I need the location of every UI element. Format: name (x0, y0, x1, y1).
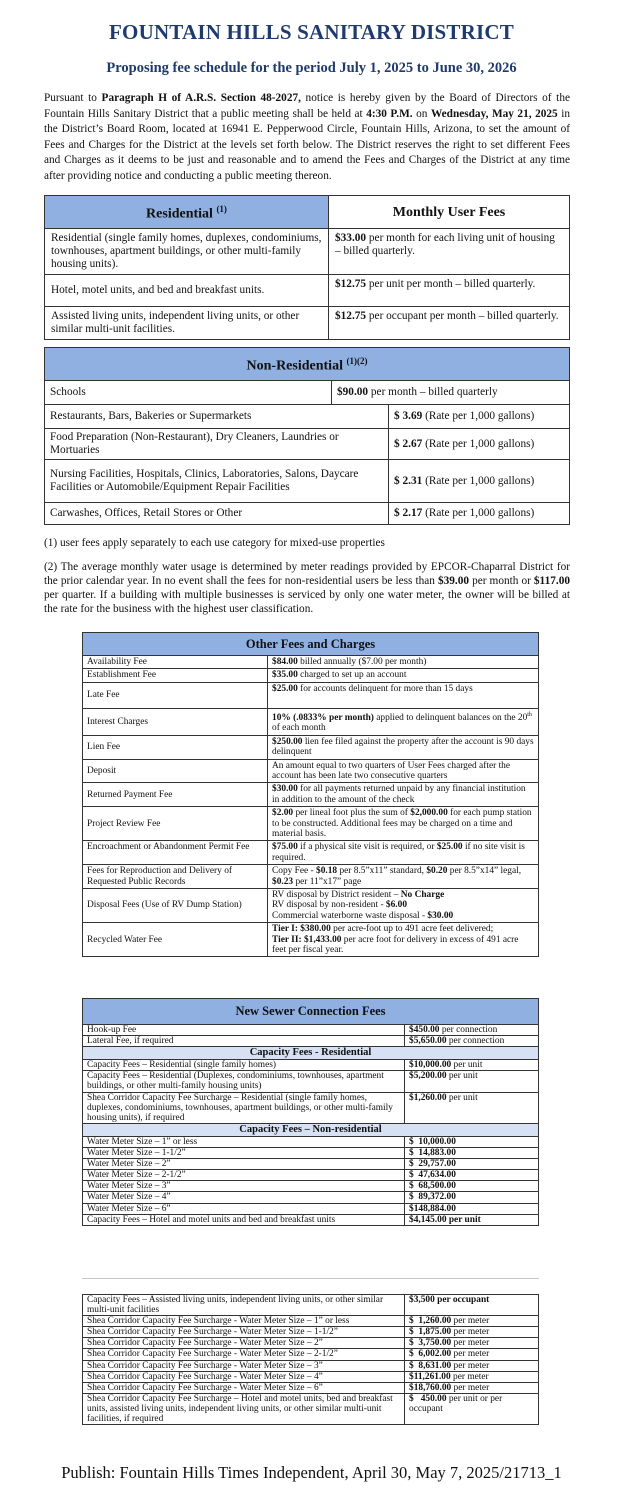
fee-label: Capacity Fees – Assisted living units, independent living units, or other similar multi-unit facilities (83, 1295, 405, 1316)
table-row (83, 1071, 539, 1092)
fee-label: Deposit (83, 759, 268, 783)
assisted-fee: $12.75 per occupant per month – billed quarterly. (329, 307, 570, 340)
fee-value: $ 29,757.00 (405, 1159, 539, 1170)
fee-label: Fees for Reproduction and Delivery of Requested Public Records (83, 865, 268, 889)
fee-label: Establishment Fee (83, 669, 268, 682)
fee-label: Shea Corridor Capacity Fee Surcharge - Water Meter Size – 4” (83, 1371, 405, 1382)
fee-label: Water Meter Size – 2” (83, 1159, 405, 1170)
carwashes-fee: $ 2.17 (Rate per 1,000 gallons) (389, 503, 570, 525)
table-row (83, 1036, 539, 1047)
fee-label: Shea Corridor Capacity Fee Surcharge - Water Meter Size – 2-1/2” (83, 1349, 405, 1360)
fee-value: $ 10,000.00 (405, 1136, 539, 1147)
table-row (83, 735, 539, 759)
table-row (83, 1060, 539, 1071)
table-row (83, 889, 539, 923)
fee-label: Water Meter Size – 1” or less (83, 1136, 405, 1147)
schools-label: Schools (45, 381, 332, 405)
fee-value: $5,200.00 per unit (405, 1071, 539, 1092)
fee-label: Recycled Water Fee (83, 923, 268, 957)
restaurants-label: Restaurants, Bars, Bakeries or Supermarkets (45, 405, 389, 429)
table-row (83, 1295, 539, 1316)
fee-label: Shea Corridor Capacity Fee Surcharge – Hotel and motel units, bed and breakfast units, assisted living units, independent living units, or other similar multi-unit facilities, if required (83, 1393, 405, 1424)
fee-value: $35.00 charged to set up an account (268, 669, 539, 682)
fee-label: Returned Payment Fee (83, 783, 268, 807)
fee-value: $ 68,500.00 (405, 1181, 539, 1192)
fee-label: Project Review Fee (83, 807, 268, 841)
table-row (83, 1025, 539, 1036)
fee-value: $25.00 for accounts delinquent for more than 15 days (268, 682, 539, 708)
fee-value: $ 1,875.00 per meter (405, 1327, 539, 1338)
residential-header: Residential $^{(1)}$ (45, 196, 329, 229)
fee-value: $2.00 per lineal foot plus the sum of $2,000.00 for each pump station to be constructed. Additional fees may be charged on a time and material basis. (268, 807, 539, 841)
table-row (83, 1214, 539, 1225)
fee-label: Disposal Fees (Use of RV Dump Station) (83, 889, 268, 923)
sewer-connection-fees-continued-table (82, 1294, 539, 1425)
fee-label: Water Meter Size – 4” (83, 1192, 405, 1203)
section-divider (82, 1278, 539, 1279)
nursing-label: Nursing Facilities, Hospitals, Clinics, Laboratories, Salons, Daycare Facilities or Automobile/Equipment Repair Facilities (45, 460, 389, 503)
table-row (83, 1181, 539, 1192)
fee-value: $10,000.00 per unit (405, 1060, 539, 1071)
table-row (83, 1159, 539, 1170)
fee-label: Lien Fee (83, 735, 268, 759)
hotel-label: Hotel, motel units, and bed and breakfast units. (45, 275, 329, 307)
hotel-fee: $12.75 per unit per month – billed quarterly. (329, 275, 570, 307)
table-row (83, 1192, 539, 1203)
fee-value: $ 1,260.00 per meter (405, 1316, 539, 1327)
table-row (83, 669, 539, 682)
fee-label: Water Meter Size – 3” (83, 1181, 405, 1192)
fee-value: $84.00 billed annually ($7.00 per month) (268, 656, 539, 669)
table-row (83, 1338, 539, 1349)
table-row (45, 275, 570, 307)
fee-label: Hook-up Fee (83, 1025, 405, 1036)
fee-value: $4,145.00 per unit (405, 1214, 539, 1225)
sewer-fees-header: New Sewer Connection Fees (83, 999, 539, 1025)
fee-label: Shea Corridor Capacity Fee Surcharge - Water Meter Size – 6” (83, 1382, 405, 1393)
fee-label: Shea Corridor Capacity Fee Surcharge - Water Meter Size – 3” (83, 1360, 405, 1371)
fee-label: Shea Corridor Capacity Fee Surcharge - Water Meter Size – 2” (83, 1338, 405, 1349)
fee-value: $148,884.00 (405, 1203, 539, 1214)
fee-label: Shea Corridor Capacity Fee Surcharge - Water Meter Size – 1” or less (83, 1316, 405, 1327)
fee-label: Late Fee (83, 682, 268, 708)
carwashes-label: Carwashes, Offices, Retail Stores or Other (45, 503, 389, 525)
fee-value: $450.00 per connection (405, 1025, 539, 1036)
fee-label: Capacity Fees – Hotel and motel units and bed and breakfast units (83, 1214, 405, 1225)
table-row (83, 1393, 539, 1424)
table-row (83, 841, 539, 865)
page-subtitle: Proposing fee schedule for the period July 1, 2025 to June 30, 2026 (106, 60, 517, 76)
table-row (83, 1327, 539, 1338)
table-row (45, 429, 570, 460)
fee-label: Capacity Fees – Residential (Duplexes, condominiums, townhouses, apartment buildings, or other multi-family housing units) (83, 1071, 405, 1092)
table-row (83, 1371, 539, 1382)
fee-value: $1,260.00 per unit (405, 1092, 539, 1123)
fee-value: $75.00 if a physical site visit is required, or $25.00 if no site visit is required. (268, 841, 539, 865)
fee-label: Water Meter Size – 2-1/2” (83, 1170, 405, 1181)
fee-value: $3,500 per occupant (405, 1295, 539, 1316)
table-row (83, 1092, 539, 1123)
table-row (83, 923, 539, 957)
table-row (83, 708, 539, 735)
table-row (83, 1148, 539, 1159)
nonresidential-fees-table (44, 347, 570, 525)
fee-value: $18,760.00 per meter (405, 1382, 539, 1393)
page-title: FOUNTAIN HILLS SANITARY DISTRICT (109, 20, 514, 44)
fee-label: Interest Charges (83, 708, 268, 735)
fee-value: Tier I: $380.00 per acre-foot up to 491 acre feet delivered; Tier II: $1,433.00 per acre foot for delivery in excess of 491 acre feet per fiscal year. (268, 923, 539, 957)
table-row (45, 503, 570, 525)
fee-value: $ 47,634.00 (405, 1170, 539, 1181)
nonresidential-header: Non-Residential $^{(1)(2)}$ (45, 348, 570, 381)
fee-label: Availability Fee (83, 656, 268, 669)
other-fees-header: Other Fees and Charges (83, 633, 539, 656)
publish-footer: Publish: Fountain Hills Times Independent, April 30, May 7, 2025/21713_1 (61, 1463, 562, 1482)
table-row (83, 1203, 539, 1214)
fee-label: Water Meter Size – 6” (83, 1203, 405, 1214)
fee-label: Capacity Fees – Residential (single family homes) (83, 1060, 405, 1071)
fee-label: Shea Corridor Capacity Fee Surcharge – Residential (single family homes, duplexes, condominiums, townhouses, apartment buildings, or other multi-family housing units), if required (83, 1092, 405, 1123)
restaurants-fee: $ 3.69 (Rate per 1,000 gallons) (389, 405, 570, 429)
table-row (45, 460, 570, 503)
table-row (83, 1349, 539, 1360)
fee-value: RV disposal by District resident – No Charge RV disposal by non-resident - $6.00 Commercial waterborne waste disposal - $30.00 (268, 889, 539, 923)
table-row (83, 682, 539, 708)
fee-value: $30.00 for all payments returned unpaid by any financial institution in addition to the amount of the check (268, 783, 539, 807)
table-row (45, 229, 570, 275)
food-prep-fee: $ 2.67 (Rate per 1,000 gallons) (389, 429, 570, 460)
fee-value: $ 14,883.00 (405, 1148, 539, 1159)
fee-value: Copy Fee - $0.18 per 8.5”x11” standard, $0.20 per 8.5”x14” legal, $0.23 per 11”x17” page (268, 865, 539, 889)
table-row (45, 381, 570, 405)
table-row (45, 307, 570, 340)
residential-fees-table (44, 195, 570, 340)
fee-value: $ 450.00 per unit or per occupant (405, 1393, 539, 1424)
table-row (83, 1170, 539, 1181)
schools-fee: $90.00 per month – billed quarterly (332, 381, 570, 405)
food-prep-label: Food Preparation (Non-Restaurant), Dry Cleaners, Laundries or Mortuaries (45, 429, 389, 460)
fee-value: $ 8,631.00 per meter (405, 1360, 539, 1371)
fee-value: $ 3,750.00 per meter (405, 1338, 539, 1349)
fee-label: Lateral Fee, if required (83, 1036, 405, 1047)
table-row (83, 1136, 539, 1147)
capacity-nonresidential-subheader: Capacity Fees – Non-residential (83, 1123, 539, 1136)
table-row (83, 807, 539, 841)
fee-value: $250.00 lien fee filed against the property after the account is 90 days delinquent (268, 735, 539, 759)
table-row (83, 865, 539, 889)
table-row (83, 759, 539, 783)
fee-label: Water Meter Size – 1-1/2” (83, 1148, 405, 1159)
fee-value: 10% (.0833% per month) applied to delinquent balances on the 20th of each month (268, 708, 539, 735)
table-row (83, 656, 539, 669)
table-row (83, 783, 539, 807)
fee-label: Encroachment or Abandonment Permit Fee (83, 841, 268, 865)
table-row (83, 1382, 539, 1393)
nursing-fee: $ 2.31 (Rate per 1,000 gallons) (389, 460, 570, 503)
table-row (83, 1316, 539, 1327)
fee-value: $ 6,002.00 per meter (405, 1349, 539, 1360)
residential-label: Residential (single family homes, duplexes, condominiums, townhouses, apartment buildings, or other multi-family housing units). (45, 229, 329, 275)
intro-paragraph: Pursuant to Paragraph H of A.R.S. Section 48-2027, notice is hereby given by the Board of Directors of the Fountain Hills Sanitary District that a public meeting shall be held at 4:30 P.M. on Wednesday, May 21, 2025 in the District’s Board Room, located at 16941 E. Pepperwood Circle, Fountain Hills, Arizona, to set the amount of Fees and Charges for the District at the levels set forth below. The District reserves the right to set different Fees and Charges as it deems to be just and reasonable and to amend the Fees and Charges of the District at any time after providing notice and conducting a public meeting thereon. (44, 92, 570, 182)
fee-label: Shea Corridor Capacity Fee Surcharge - Water Meter Size – 1-1/2” (83, 1327, 405, 1338)
sewer-connection-fees-table (82, 998, 539, 1226)
capacity-residential-subheader: Capacity Fees - Residential (83, 1047, 539, 1060)
fee-value: An amount equal to two quarters of User Fees charged after the account has been late two consecutive quarters (268, 759, 539, 783)
footnote-1: (1) user fees apply separately to each use category for mixed-use properties (44, 537, 385, 549)
fee-value: $11,261.00 per meter (405, 1371, 539, 1382)
assisted-label: Assisted living units, independent living units, or other similar multi-unit facilities. (45, 307, 329, 340)
residential-fee: $33.00 per month for each living unit of housing – billed quarterly. (329, 229, 570, 275)
footnote-2: (2) The average monthly water usage is determined by meter readings provided by EPCOR-Chaparral District for the prior calendar year. In no event shall the fees for non-residential users be less than $39.00 per month or $117.00 per quarter. If a building with multiple businesses is serviced by only one water meter, the owner will be billed at the rate for the business with the highest user classification. (44, 561, 570, 615)
table-row (45, 405, 570, 429)
fee-value: $ 89,372.00 (405, 1192, 539, 1203)
monthly-user-fees-header: Monthly User Fees (329, 196, 570, 229)
other-fees-table (82, 632, 539, 957)
table-row (83, 1360, 539, 1371)
fee-value: $5,650.00 per connection (405, 1036, 539, 1047)
